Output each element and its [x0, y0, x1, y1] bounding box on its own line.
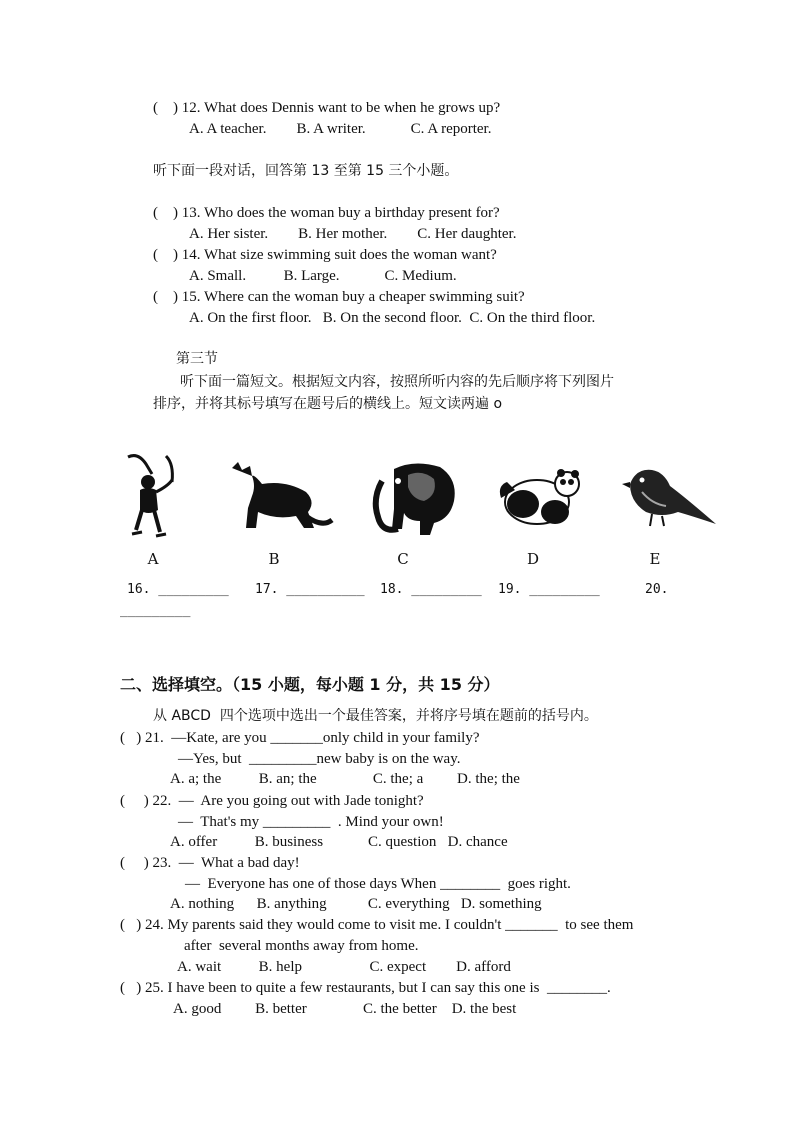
question-22: ( ) 22. — Are you going out with Jade tonight? — [120, 793, 424, 809]
section3-instruction-line1: 听下面一篇短文。根据短文内容，按照所听内容的先后顺序将下列图片 — [180, 374, 614, 390]
question-21: ( ) 21. —Kate, are you _______only child in your family? — [120, 730, 480, 746]
question-21-options: A. a; the B. an; the C. the; a D. the; the — [170, 771, 520, 787]
answer-blank-20-line[interactable]: _________ — [120, 603, 191, 618]
question-14-options: A. Small. B. Large. C. Medium. — [189, 268, 457, 284]
picture-label-b: B — [268, 550, 280, 568]
section3-heading: 第三节 — [176, 351, 218, 367]
question-15-options: A. On the first floor. B. On the second floor. C. On the third floor. — [189, 310, 596, 326]
question-23: ( ) 23. — What a bad day! — [120, 855, 300, 871]
panda-icon — [495, 464, 587, 530]
question-13-options: A. Her sister. B. Her mother. C. Her daughter. — [189, 226, 517, 242]
section3-instruction-line2: 排序，并将其标号填写在题号后的横线上。短文读两遍 o — [153, 396, 503, 412]
question-14: ( ) 14. What size swimming suit does the woman want? — [153, 247, 497, 263]
question-15: ( ) 15. Where can the woman buy a cheaper swimming suit? — [153, 289, 525, 305]
question-25: ( ) 25. I have been to quite a few restaurants, but I can say this one is ________. — [120, 980, 611, 996]
answer-blank-19[interactable]: 19. _________ — [498, 582, 600, 597]
question-12-options: A. A teacher. B. A writer. C. A reporter. — [189, 121, 492, 137]
picture-label-c: C — [397, 550, 409, 568]
answer-blank-17[interactable]: 17. __________ — [255, 582, 365, 597]
question-21-reply: —Yes, but _________new baby is on the way. — [178, 751, 461, 767]
part2-instruction: 从 ABCD 四个选项中选出一个最佳答案，并将序号填在题前的括号内。 — [153, 708, 598, 724]
question-24-cont: after several months away from home. — [184, 938, 419, 954]
bird-icon — [622, 462, 720, 532]
question-22-reply: — That's my _________ . Mind your own! — [178, 814, 444, 830]
question-25-options: A. good B. better C. the better D. the best — [173, 1001, 517, 1017]
question-22-options: A. offer B. business C. question D. chance — [170, 834, 508, 850]
question-24: ( ) 24. My parents said they would come to visit me. I couldn't _______ to see them — [120, 917, 634, 933]
answer-blank-18[interactable]: 18. _________ — [380, 582, 482, 597]
monkey-icon — [118, 452, 188, 542]
question-24-options: A. wait B. help C. expect D. afford — [177, 959, 511, 975]
part2-title: 二、选择填空。（15 小题，每小题 1 分，共 15 分） — [120, 675, 500, 694]
question-12: ( ) 12. What does Dennis want to be when he grows up? — [153, 100, 501, 116]
question-23-options: A. nothing B. anything C. everything D. something — [170, 896, 542, 912]
picture-label-e: E — [649, 550, 661, 568]
answer-blank-16[interactable]: 16. _________ — [127, 582, 229, 597]
dialogue-instruction: 听下面一段对话，回答第 13 至第 15 三个小题。 — [153, 163, 459, 179]
picture-label-d: D — [526, 550, 540, 568]
answer-blank-20[interactable]: 20. — [645, 582, 669, 597]
elephant-icon — [364, 459, 462, 539]
cat-icon — [226, 462, 336, 532]
question-13: ( ) 13. Who does the woman buy a birthday present for? — [153, 205, 500, 221]
picture-label-a: A — [147, 550, 159, 568]
question-23-reply: — Everyone has one of those days When ________ goes right. — [185, 876, 571, 892]
